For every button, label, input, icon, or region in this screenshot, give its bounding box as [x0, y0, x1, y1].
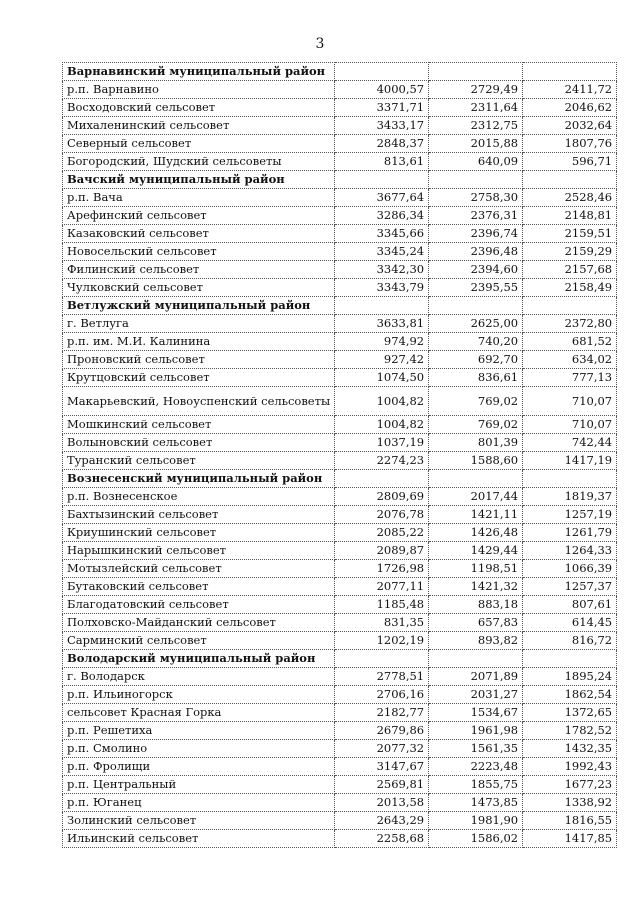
table-row: [63, 758, 617, 776]
settlement-name: Мотызлейский сельсовет: [63, 560, 335, 578]
value-col-3: 1257,37: [523, 578, 617, 596]
value-col-2: 769,02: [429, 387, 523, 416]
table-row: [63, 776, 617, 794]
settlement-name: г. Володарск: [63, 668, 335, 686]
settlement-name: Филинский сельсовет: [63, 261, 335, 279]
value-col-3: 1417,85: [523, 830, 617, 848]
settlement-name: Волыновский сельсовет: [63, 434, 335, 452]
value-col-1: 1726,98: [335, 560, 429, 578]
value-col-3: 1372,65: [523, 704, 617, 722]
table-row: [63, 632, 617, 650]
value-col-3: 2157,68: [523, 261, 617, 279]
settlement-name: Благодатовский сельсовет: [63, 596, 335, 614]
value-col-1: 3286,34: [335, 207, 429, 225]
value-col-1: 2778,51: [335, 668, 429, 686]
value-col-2: 769,02: [429, 416, 523, 434]
value-col-2: 1588,60: [429, 452, 523, 470]
value-col-2: 2376,31: [429, 207, 523, 225]
value-col-2: 1429,44: [429, 542, 523, 560]
empty-cell: [429, 650, 523, 668]
value-col-1: 974,92: [335, 333, 429, 351]
value-col-2: 1426,48: [429, 524, 523, 542]
value-col-1: 2643,29: [335, 812, 429, 830]
value-col-1: 3345,66: [335, 225, 429, 243]
table-body: [63, 63, 617, 848]
value-col-2: 2729,49: [429, 81, 523, 99]
value-col-1: 1074,50: [335, 369, 429, 387]
table-row: [63, 668, 617, 686]
value-col-2: 1961,98: [429, 722, 523, 740]
settlement-name: Богородский, Шудский сельсоветы: [63, 153, 335, 171]
value-col-3: 816,72: [523, 632, 617, 650]
district-name: Варнавинский муниципальный район: [63, 63, 335, 81]
settlement-name: р.п. Вача: [63, 189, 335, 207]
value-col-3: 2148,81: [523, 207, 617, 225]
value-col-2: 1198,51: [429, 560, 523, 578]
value-col-2: 2312,75: [429, 117, 523, 135]
settlement-name: Мошкинский сельсовет: [63, 416, 335, 434]
empty-cell: [335, 470, 429, 488]
value-col-2: 2396,74: [429, 225, 523, 243]
table-row: [63, 578, 617, 596]
value-col-1: 831,35: [335, 614, 429, 632]
value-col-3: 742,44: [523, 434, 617, 452]
empty-cell: [429, 63, 523, 81]
value-col-1: 2013,58: [335, 794, 429, 812]
table-row: [63, 542, 617, 560]
table-row: [63, 243, 617, 261]
table-row: [63, 740, 617, 758]
settlement-name: р.п. Вознесенское: [63, 488, 335, 506]
value-col-3: 710,07: [523, 387, 617, 416]
value-col-2: 2395,55: [429, 279, 523, 297]
value-col-1: 1004,82: [335, 416, 429, 434]
value-col-2: 1421,11: [429, 506, 523, 524]
value-col-3: 1066,39: [523, 560, 617, 578]
value-col-3: 614,45: [523, 614, 617, 632]
value-col-2: 2015,88: [429, 135, 523, 153]
settlement-name: Восходовский сельсовет: [63, 99, 335, 117]
empty-cell: [523, 63, 617, 81]
value-col-2: 1561,35: [429, 740, 523, 758]
value-col-3: 807,61: [523, 596, 617, 614]
value-col-2: 1534,67: [429, 704, 523, 722]
settlement-name: Чулковский сельсовет: [63, 279, 335, 297]
district-header-row: [63, 171, 617, 189]
settlement-name: р.п. им. М.И. Калинина: [63, 333, 335, 351]
settlement-name: Нарышкинский сельсовет: [63, 542, 335, 560]
value-col-3: 681,52: [523, 333, 617, 351]
value-col-1: 2182,77: [335, 704, 429, 722]
settlement-name: Бахтызинский сельсовет: [63, 506, 335, 524]
value-col-2: 836,61: [429, 369, 523, 387]
table-row: [63, 99, 617, 117]
settlement-name: Арефинский сельсовет: [63, 207, 335, 225]
table-row: [63, 225, 617, 243]
value-col-3: 596,71: [523, 153, 617, 171]
value-col-2: 657,83: [429, 614, 523, 632]
table-row: [63, 351, 617, 369]
value-col-2: 883,18: [429, 596, 523, 614]
table-row: [63, 153, 617, 171]
settlement-name: р.п. Центральный: [63, 776, 335, 794]
value-col-1: 3343,79: [335, 279, 429, 297]
table-row: [63, 261, 617, 279]
value-col-1: 3147,67: [335, 758, 429, 776]
value-col-2: 2031,27: [429, 686, 523, 704]
value-col-1: 1185,48: [335, 596, 429, 614]
empty-cell: [523, 650, 617, 668]
value-col-3: 2032,64: [523, 117, 617, 135]
value-col-1: 2085,22: [335, 524, 429, 542]
value-col-3: 1257,19: [523, 506, 617, 524]
table-row: [63, 812, 617, 830]
value-col-1: 2679,86: [335, 722, 429, 740]
value-col-3: 1432,35: [523, 740, 617, 758]
value-col-3: 1992,43: [523, 758, 617, 776]
empty-cell: [523, 297, 617, 315]
settlement-name: Новосельский сельсовет: [63, 243, 335, 261]
settlement-name: р.п. Фролищи: [63, 758, 335, 776]
table-row: [63, 524, 617, 542]
value-col-1: 4000,57: [335, 81, 429, 99]
value-col-3: 777,13: [523, 369, 617, 387]
value-col-2: 2758,30: [429, 189, 523, 207]
value-col-3: 1807,76: [523, 135, 617, 153]
value-col-1: 2706,16: [335, 686, 429, 704]
value-col-3: 2046,62: [523, 99, 617, 117]
table-row: [63, 686, 617, 704]
value-col-2: 740,20: [429, 333, 523, 351]
table-row: [63, 488, 617, 506]
settlement-name: Сарминский сельсовет: [63, 632, 335, 650]
settlement-name: Туранский сельсовет: [63, 452, 335, 470]
value-col-2: 2625,00: [429, 315, 523, 333]
table-row: [63, 369, 617, 387]
value-col-2: 2071,89: [429, 668, 523, 686]
district-header-row: [63, 297, 617, 315]
value-col-2: 1855,75: [429, 776, 523, 794]
value-col-2: 1473,85: [429, 794, 523, 812]
value-col-1: 2569,81: [335, 776, 429, 794]
value-col-1: 3342,30: [335, 261, 429, 279]
settlement-name: Бутаковский сельсовет: [63, 578, 335, 596]
value-col-1: 2076,78: [335, 506, 429, 524]
table-row: [63, 207, 617, 225]
district-name: Ветлужский муниципальный район: [63, 297, 335, 315]
table-row: [63, 794, 617, 812]
value-col-3: 1338,92: [523, 794, 617, 812]
table-row: [63, 830, 617, 848]
value-col-3: 710,07: [523, 416, 617, 434]
value-col-3: 1819,37: [523, 488, 617, 506]
settlement-name: г. Ветлуга: [63, 315, 335, 333]
settlement-name: р.п. Варнавино: [63, 81, 335, 99]
table-row: [63, 135, 617, 153]
value-col-1: 2077,32: [335, 740, 429, 758]
value-col-3: 1264,33: [523, 542, 617, 560]
empty-cell: [335, 297, 429, 315]
settlement-name: Криушинский сельсовет: [63, 524, 335, 542]
value-col-1: 2258,68: [335, 830, 429, 848]
value-col-3: 2411,72: [523, 81, 617, 99]
value-col-1: 3677,64: [335, 189, 429, 207]
value-col-3: 634,02: [523, 351, 617, 369]
district-name: Володарский муниципальный район: [63, 650, 335, 668]
table-row: [63, 387, 617, 416]
empty-cell: [429, 470, 523, 488]
value-col-1: 1004,82: [335, 387, 429, 416]
value-col-1: 813,61: [335, 153, 429, 171]
value-col-2: 2394,60: [429, 261, 523, 279]
settlement-name: Крутцовский сельсовет: [63, 369, 335, 387]
tariff-table: [62, 62, 617, 848]
settlement-name: Проновский сельсовет: [63, 351, 335, 369]
value-col-1: 2848,37: [335, 135, 429, 153]
table-row: [63, 416, 617, 434]
district-header-row: [63, 650, 617, 668]
value-col-3: 2158,49: [523, 279, 617, 297]
value-col-3: 2159,29: [523, 243, 617, 261]
district-header-row: [63, 470, 617, 488]
table-row: [63, 560, 617, 578]
value-col-3: 2159,51: [523, 225, 617, 243]
settlement-name: Золинский сельсовет: [63, 812, 335, 830]
table-row: [63, 434, 617, 452]
empty-cell: [335, 650, 429, 668]
value-col-2: 2311,64: [429, 99, 523, 117]
table-row: [63, 315, 617, 333]
table-row: [63, 333, 617, 351]
value-col-2: 2396,48: [429, 243, 523, 261]
value-col-2: 1586,02: [429, 830, 523, 848]
empty-cell: [523, 470, 617, 488]
value-col-1: 3433,17: [335, 117, 429, 135]
settlement-name: Макарьевский, Новоуспенский сельсоветы: [63, 387, 335, 416]
table-row: [63, 506, 617, 524]
value-col-3: 2528,46: [523, 189, 617, 207]
table-row: [63, 614, 617, 632]
empty-cell: [429, 297, 523, 315]
value-col-1: 2089,87: [335, 542, 429, 560]
value-col-1: 3371,71: [335, 99, 429, 117]
settlement-name: Михаленинский сельсовет: [63, 117, 335, 135]
value-col-1: 2809,69: [335, 488, 429, 506]
empty-cell: [335, 63, 429, 81]
district-header-row: [63, 63, 617, 81]
value-col-3: 1816,55: [523, 812, 617, 830]
value-col-1: 3633,81: [335, 315, 429, 333]
value-col-3: 1261,79: [523, 524, 617, 542]
value-col-2: 1421,32: [429, 578, 523, 596]
table-row: [63, 596, 617, 614]
settlement-name: Полховско-Майданский сельсовет: [63, 614, 335, 632]
value-col-3: 1895,24: [523, 668, 617, 686]
table-row: [63, 81, 617, 99]
table-row: [63, 704, 617, 722]
settlement-name: Северный сельсовет: [63, 135, 335, 153]
settlement-name: сельсовет Красная Горка: [63, 704, 335, 722]
value-col-1: 1202,19: [335, 632, 429, 650]
value-col-2: 2017,44: [429, 488, 523, 506]
value-col-3: 1782,52: [523, 722, 617, 740]
table-row: [63, 722, 617, 740]
value-col-1: 1037,19: [335, 434, 429, 452]
empty-cell: [523, 171, 617, 189]
district-name: Вознесенский муниципальный район: [63, 470, 335, 488]
settlement-name: р.п. Ильиногорск: [63, 686, 335, 704]
value-col-2: 801,39: [429, 434, 523, 452]
value-col-3: 1417,19: [523, 452, 617, 470]
settlement-name: Казаковский сельсовет: [63, 225, 335, 243]
page-number: 3: [315, 36, 325, 52]
value-col-1: 927,42: [335, 351, 429, 369]
settlement-name: р.п. Смолино: [63, 740, 335, 758]
settlement-name: р.п. Решетиха: [63, 722, 335, 740]
empty-cell: [335, 171, 429, 189]
table-row: [63, 117, 617, 135]
value-col-1: 2077,11: [335, 578, 429, 596]
value-col-2: 893,82: [429, 632, 523, 650]
value-col-1: 2274,23: [335, 452, 429, 470]
value-col-2: 692,70: [429, 351, 523, 369]
value-col-2: 2223,48: [429, 758, 523, 776]
table-row: [63, 452, 617, 470]
value-col-3: 1677,23: [523, 776, 617, 794]
value-col-2: 1981,90: [429, 812, 523, 830]
settlement-name: р.п. Юганец: [63, 794, 335, 812]
empty-cell: [429, 171, 523, 189]
settlement-name: Ильинский сельсовет: [63, 830, 335, 848]
value-col-2: 640,09: [429, 153, 523, 171]
value-col-3: 1862,54: [523, 686, 617, 704]
table-row: [63, 279, 617, 297]
district-name: Вачский муниципальный район: [63, 171, 335, 189]
table-row: [63, 189, 617, 207]
value-col-1: 3345,24: [335, 243, 429, 261]
value-col-3: 2372,80: [523, 315, 617, 333]
